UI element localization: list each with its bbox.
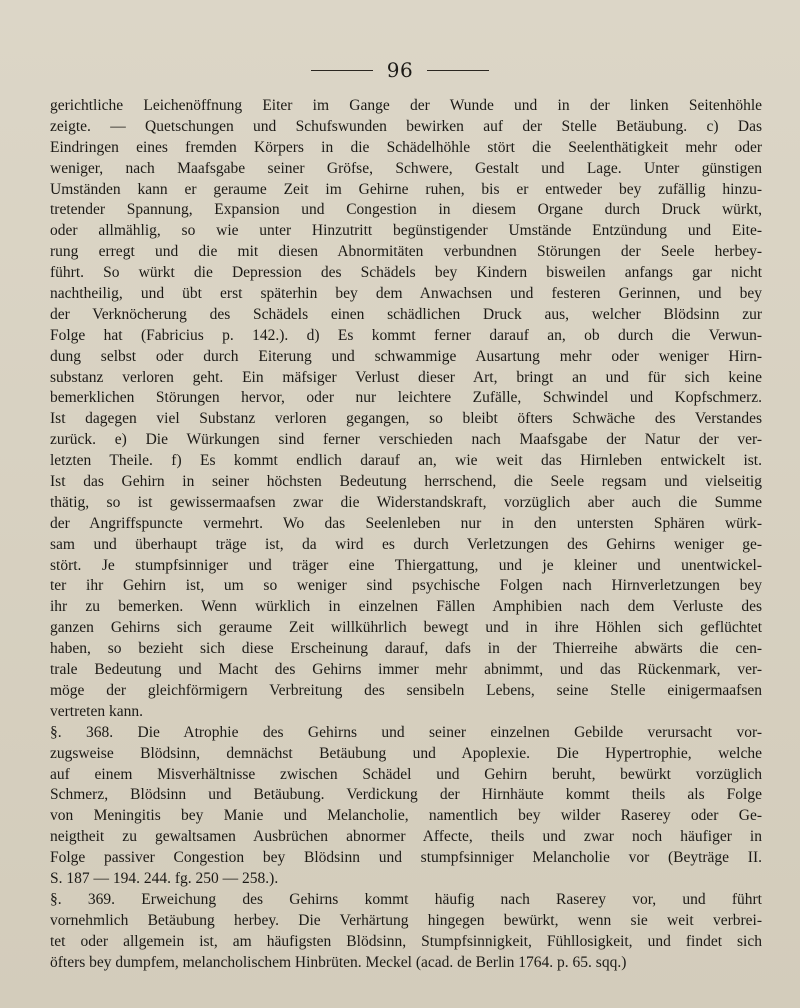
text-line: §. 369. Erweichung des Gehirns kommt häufig nach Raserey vor, und führt bbox=[50, 890, 762, 908]
text-line: von Meningitis bey Manie und Melancholie, namentlich bey wilder Raserey oder Ge- bbox=[50, 807, 762, 825]
text-line: oder allmählig, so wie unter Hinzutritt begünstigender Umstände Entzündung und Eite- bbox=[50, 222, 762, 240]
text-line: §. 368. Die Atrophie des Gehirns und seiner einzelnen Gebilde verursacht vor- bbox=[50, 723, 762, 741]
text-line: nachtheilig, und übt erst späterhin bey dem Anwachsen und festeren Gerinnen, und bey bbox=[50, 285, 762, 303]
text-line: Ist dagegen viel Substanz verloren gegangen, so bleibt öfters Schwäche des Verstandes bbox=[50, 410, 762, 428]
text-line: Umständen kann er geraume Zeit im Gehirne ruhen, bis er entweder bey zufällig hinzu- bbox=[50, 180, 762, 198]
text-line: Folge hat (Fabricius p. 142.). d) Es kommt ferner darauf an, ob durch die Verwun- bbox=[50, 326, 762, 344]
text-line: tretender Spannung, Expansion und Congestion in diesem Organe durch Druck würkt, bbox=[50, 201, 762, 219]
text-line: dung selbst oder durch Eiterung und schwammige Ausartung mehr oder weniger Hirn- bbox=[50, 347, 762, 365]
text-line: der Angriffspuncte vermehrt. Wo das Seelenleben nur in den untersten Sphären würk- bbox=[50, 514, 762, 532]
text-line: rung erregt und die mit diesen Abnormitäten verbundnen Störungen der Seele herbey- bbox=[50, 243, 762, 261]
text-line: tet oder allgemein ist, am häufigsten Blödsinn, Stumpfsinnigkeit, Fühllosigkeit, und findet sich bbox=[50, 932, 762, 950]
text-line: zeigte. — Quetschungen und Schufswunden bewirken auf der Stelle Betäubung. c) Das bbox=[50, 117, 762, 135]
text-line: S. 187 — 194. 244. fg. 250 — 258.). bbox=[50, 869, 279, 887]
text-line: der Verknöcherung des Schädels einen schädlichen Druck aus, welcher Blödsinn zur bbox=[50, 305, 762, 323]
text-line: vertreten kann. bbox=[50, 702, 143, 720]
text-line: ganzen Gehirns sich geraume Zeit willkührlich bewegt und in ihre Höhlen sich geflüchtet bbox=[50, 619, 762, 637]
text-line: auf einem Misverhältnisse zwischen Schädel und Gehirn beruht, bewürkt vorzüglich bbox=[50, 765, 762, 783]
text-line: thätig, so ist gewissermaafsen zwar die Widerstandskraft, vorzüglich aber auch die Summe bbox=[50, 493, 762, 511]
text-line: vornehmlich Betäubung herbey. Die Verhärtung hingegen bewürkt, wenn sie weit verbrei- bbox=[50, 911, 762, 929]
page-number: 96 bbox=[386, 58, 414, 82]
text-line: letzten Theile. f) Es kommt endlich darauf an, wie weit das Hirnleben entwickelt ist. bbox=[50, 452, 762, 470]
text-line: neigtheit zu gewaltsamen Ausbrüchen abnormer Affecte, theils und zwar noch häufiger in bbox=[50, 828, 762, 846]
text-line: Folge passiver Congestion bey Blödsinn und stumpfsinniger Melancholie vor (Beyträge II. bbox=[50, 849, 762, 867]
text-line: Eindringen eines fremden Körpers in die Schädelhöhle stört die Seelenthätigkeit mehr oder bbox=[50, 138, 762, 156]
text-line: bemerklichen Störungen hervor, oder nur leichtere Zufälle, Schwindel und Kopfschmerz. bbox=[50, 389, 762, 407]
text-line: substanz verloren geht. Ein mäfsiger Verlust dieser Art, bringt an und für sich keine bbox=[50, 368, 762, 386]
text-line: ihr zu bemerken. Wenn würklich in einzelnen Fällen Amphibien nach dem Verluste des bbox=[50, 598, 762, 616]
text-line: zurück. e) Die Würkungen sind ferner verschieden nach Maafsgabe der Natur der ver- bbox=[50, 431, 762, 449]
text-line: weniger, nach Maafsgabe seiner Gröfse, Schwere, Gestalt und Lage. Unter günstigen bbox=[50, 159, 762, 177]
body-text bbox=[50, 96, 762, 973]
right-rule bbox=[427, 70, 489, 71]
text-line: führt. So würkt die Depression des Schädels bey Kindern bisweilen anfangs gar nicht bbox=[50, 264, 762, 282]
text-line: ter ihr Gehirn ist, um so weniger sind psychische Folgen nach Hirnverletzungen bey bbox=[50, 577, 762, 595]
text-line: stört. Je stumpfsinniger und träger eine Thiergattung, und je kleiner und unentwickel- bbox=[50, 556, 762, 574]
text-line: Schmerz, Blödsinn und Betäubung. Verdickung der Hirnhäute kommt theils als Folge bbox=[50, 786, 762, 804]
text-line: öfters bey dumpfem, melancholischem Hinbrüten. Meckel (acad. de Berlin 1764. p. 65. sqq.) bbox=[50, 953, 627, 971]
text-line: trale Bedeutung und Macht des Gehirns immer mehr abnimmt, und das Rückenmark, ver- bbox=[50, 661, 762, 679]
text-line: zugsweise Blödsinn, demnächst Betäubung und Apoplexie. Die Hypertrophie, welche bbox=[50, 744, 762, 762]
text-line: Ist das Gehirn in seiner höchsten Bedeutung herrschend, die Seele regsam und vielseitig bbox=[50, 473, 762, 491]
text-line: haben, so bezieht sich diese Erscheinung darauf, dafs in der Thierreihe abwärts die cen- bbox=[50, 640, 762, 658]
text-line: möge der gleichförmigern Verbreitung des sensibeln Lebens, seine Stelle einigermaafsen bbox=[50, 681, 762, 699]
text-line: sam und überhaupt träge ist, da wird es durch Verletzungen des Gehirns weniger ge- bbox=[50, 535, 762, 553]
text-line: gerichtliche Leichenöffnung Eiter im Gange der Wunde und in der linken Seitenhöhle bbox=[50, 97, 762, 114]
page-header bbox=[0, 58, 800, 82]
left-rule bbox=[311, 70, 373, 71]
